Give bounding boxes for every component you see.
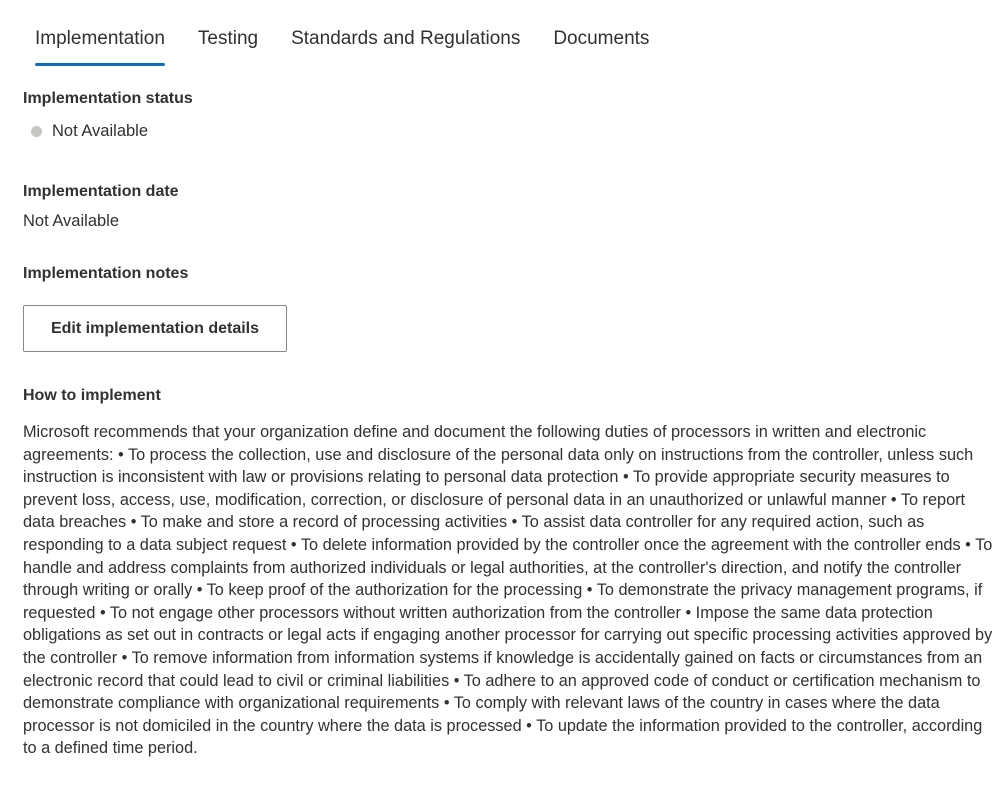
implementation-status-label: Implementation status bbox=[23, 90, 193, 107]
edit-implementation-details-button[interactable]: Edit implementation details bbox=[23, 305, 287, 352]
how-to-implement-text: Microsoft recommends that your organization define and document the following duties of processors in written and electronic agreements: • To process the collection, use and disclosure of the personal data only on instructions from the controller, unless such instruction is inconsistent with law or provisions relating to personal data protection • To provide appropriate security measures to prevent loss, access, use, modification, correction, or disclosure of personal data in an unauthorized or unlawful manner • To report data breaches • To make and store a record of processing activities • To assist data controller for any required action, such as responding to a data subject request • To delete information provided by the controller once the agreement with the controller ends • To handle and address complaints from authorized individuals or legal authorities, at the controller's direction, and notify the controller through writing or orally • To keep proof of the authorization for the processing • To demonstrate the privacy management programs, if requested • To not engage other processors without written authorization from the controller • Impose the same data protection obligations as set out in contracts or legal acts if engaging another processor for carrying out specific processing activities approved by the controller • To remove information from information systems if knowledge is accidentally gained on facts or circumstances from an electronic record that could lead to civil or criminal liabilities • To adhere to an approved code of conduct or certification mechanism to demonstrate compliance with organizational requirements • To comply with relevant laws of the country in cases where the data processor is not domiciled in the country where the data is processed • To update the information provided to the controller, according to a defined time period. bbox=[23, 423, 993, 758]
implementation-date-label: Implementation date bbox=[23, 183, 179, 200]
tab-bar bbox=[35, 0, 682, 66]
implementation-status bbox=[31, 122, 148, 141]
implementation-status-value: Not Available bbox=[52, 122, 149, 140]
status-dot-icon bbox=[31, 126, 42, 137]
tab-standards-and-regulations[interactable]: Standards and Regulations bbox=[291, 28, 521, 49]
implementation-date-value: Not Available bbox=[23, 212, 120, 230]
tab-documents[interactable]: Documents bbox=[553, 28, 650, 49]
tab-implementation[interactable]: Implementation bbox=[35, 0, 165, 66]
how-to-implement-label: How to implement bbox=[23, 387, 161, 404]
implementation-notes-label: Implementation notes bbox=[23, 265, 189, 282]
tab-testing[interactable]: Testing bbox=[197, 28, 259, 49]
